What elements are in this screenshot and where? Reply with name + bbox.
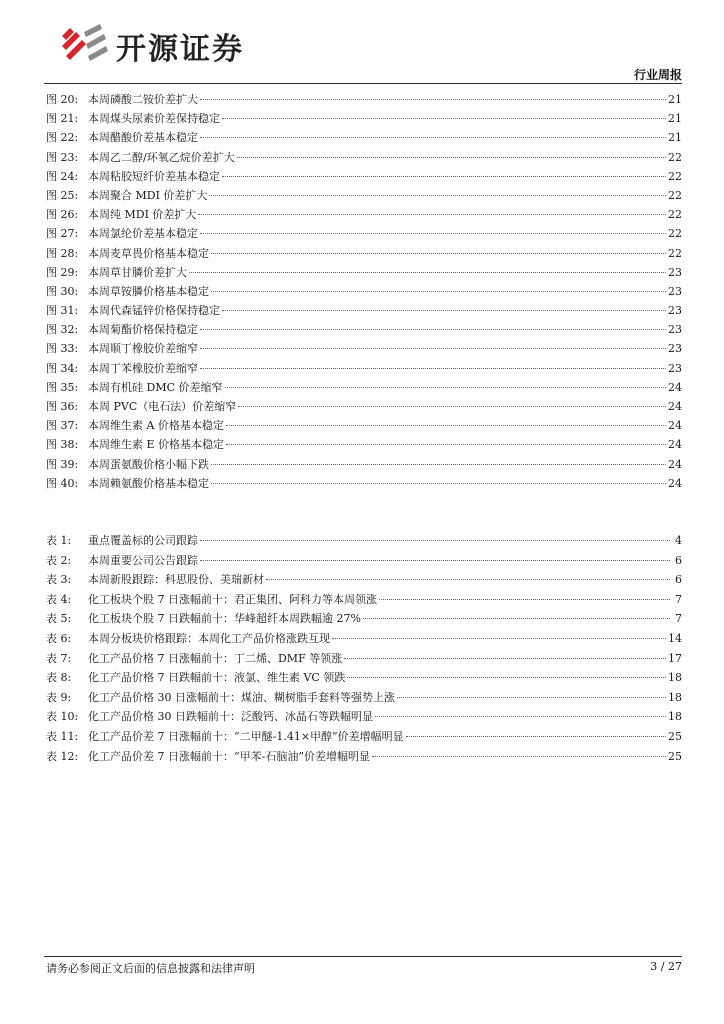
table-entry-page: 25 bbox=[668, 729, 682, 743]
dot-leader bbox=[237, 157, 666, 158]
table-entry-page: 4 bbox=[675, 534, 682, 547]
dot-leader bbox=[200, 348, 666, 349]
dot-leader bbox=[200, 560, 670, 561]
figure-entry[interactable] bbox=[46, 416, 682, 435]
table-entry[interactable] bbox=[46, 531, 682, 551]
table-entry-title: 本周分板块价格跟踪：本周化工产品价格涨跌互现 bbox=[88, 631, 330, 645]
figure-entry-number: 图 26: bbox=[46, 208, 79, 222]
table-entry-number: 表 9: bbox=[46, 690, 72, 704]
table-entry-page: 17 bbox=[668, 651, 682, 665]
dot-leader bbox=[397, 697, 666, 698]
brand-mark-icon bbox=[56, 22, 112, 62]
table-entry[interactable] bbox=[46, 649, 682, 669]
table-entry[interactable] bbox=[46, 570, 682, 590]
figure-entry-page: 22 bbox=[668, 227, 682, 241]
disclaimer-note: 请务必参阅正文后面的信息披露和法律声明 bbox=[46, 962, 255, 975]
figure-entry-page: 22 bbox=[668, 150, 682, 164]
figure-entry[interactable] bbox=[46, 282, 682, 301]
dot-leader bbox=[222, 176, 666, 177]
table-entry[interactable] bbox=[46, 747, 682, 767]
figure-entry-page: 21 bbox=[668, 112, 682, 126]
dot-leader bbox=[189, 272, 666, 273]
figure-entry-number: 图 32: bbox=[46, 323, 79, 337]
table-entry-number: 表 7: bbox=[46, 651, 72, 665]
figure-entry-page: 23 bbox=[668, 323, 682, 337]
figure-entry-title: 本周丁苯橡胶价差缩窄 bbox=[88, 361, 198, 375]
dot-leader bbox=[211, 483, 666, 484]
dot-leader bbox=[198, 214, 666, 215]
header-divider bbox=[44, 83, 682, 84]
figure-entry-page: 23 bbox=[668, 361, 682, 375]
figure-entry[interactable] bbox=[46, 263, 682, 282]
dot-leader bbox=[222, 118, 666, 119]
figure-entry-title: 本周蛋氨酸价格小幅下跌 bbox=[88, 457, 209, 471]
table-entry-number: 表 8: bbox=[46, 671, 72, 685]
table-entry[interactable] bbox=[46, 629, 682, 649]
figure-entry-number: 图 20: bbox=[46, 93, 79, 106]
dot-leader bbox=[200, 99, 666, 100]
figure-entry[interactable] bbox=[46, 301, 682, 320]
dot-leader bbox=[379, 599, 670, 600]
figure-entry-title: 本周代森锰锌价格保持稳定 bbox=[88, 304, 220, 318]
page-header bbox=[0, 0, 724, 90]
table-entry-page: 18 bbox=[668, 671, 682, 685]
figure-entry-title: 本周草甘膦价差扩大 bbox=[88, 265, 187, 279]
figure-entry-title: 本周有机硅 DMC 价差缩窄 bbox=[88, 380, 223, 394]
table-entry[interactable] bbox=[46, 590, 682, 610]
table-entry-page: 7 bbox=[675, 592, 682, 606]
table-entry-number: 表 10: bbox=[46, 710, 79, 724]
dot-leader bbox=[238, 406, 666, 407]
figure-entry-number: 图 30: bbox=[46, 284, 79, 298]
table-entry-title: 重点覆盖标的公司跟踪 bbox=[88, 534, 198, 547]
figure-entry-page: 23 bbox=[668, 284, 682, 298]
figure-entry-number: 图 28: bbox=[46, 246, 79, 260]
table-entry-number: 表 12: bbox=[46, 749, 79, 763]
figure-entry-number: 图 27: bbox=[46, 227, 79, 241]
table-entry-title: 化工板块个股 7 日涨幅前十：君正集团、阿科力等本周领涨 bbox=[88, 592, 377, 606]
table-entry-page: 6 bbox=[675, 573, 682, 587]
brand-name: 开源证券 bbox=[116, 32, 244, 67]
table-entry-title: 化工产品价格 7 日跌幅前十：液氯、维生素 VC 领跌 bbox=[88, 671, 346, 685]
figure-entry-title: 本周乙二醇/环氧乙烷价差扩大 bbox=[88, 150, 235, 164]
dot-leader bbox=[200, 137, 666, 138]
table-entry[interactable] bbox=[46, 727, 682, 747]
table-entry-title: 化工产品价格 30 日跌幅前十：泛酸钙、冰晶石等跌幅明显 bbox=[88, 710, 373, 724]
figure-entry-page: 24 bbox=[668, 476, 682, 490]
dot-leader bbox=[266, 579, 670, 580]
figure-entry-number: 图 36: bbox=[46, 400, 79, 413]
figure-entry-page: 23 bbox=[668, 342, 682, 356]
figure-entry-page: 21 bbox=[668, 131, 682, 145]
dot-leader bbox=[200, 368, 666, 369]
figure-entry[interactable] bbox=[46, 205, 682, 224]
figure-entry[interactable] bbox=[46, 109, 682, 128]
dot-leader bbox=[200, 540, 670, 541]
figure-entry-number: 图 33: bbox=[46, 342, 79, 356]
figure-entry[interactable] bbox=[46, 474, 682, 493]
table-entry[interactable] bbox=[46, 551, 682, 571]
table-entry-page: 18 bbox=[668, 690, 682, 704]
figure-entry-number: 图 37: bbox=[46, 419, 79, 433]
figure-entry[interactable] bbox=[46, 148, 682, 167]
table-list bbox=[46, 531, 682, 766]
report-type-label: 行业周报 bbox=[633, 68, 682, 82]
figure-entry-number: 图 39: bbox=[46, 457, 79, 471]
dot-leader bbox=[375, 716, 666, 717]
table-entry-title: 化工产品价差 7 日涨幅前十：“二甲醚-1.41×甲醇”价差增幅明显 bbox=[88, 729, 404, 743]
figure-entry[interactable] bbox=[46, 435, 682, 454]
dot-leader bbox=[200, 233, 666, 234]
dot-leader bbox=[347, 677, 666, 678]
page-number: 3 / 27 bbox=[650, 960, 682, 973]
figure-entry-title: 本周煤头尿素价差保持稳定 bbox=[88, 112, 220, 126]
table-entry[interactable] bbox=[46, 668, 682, 688]
figure-entry[interactable] bbox=[46, 397, 682, 416]
table-entry-title: 本周新股跟踪：科思股份、美瑞新材 bbox=[88, 573, 264, 587]
figure-entry-page: 22 bbox=[668, 208, 682, 222]
table-entry[interactable] bbox=[46, 609, 682, 629]
table-entry-number: 表 5: bbox=[46, 612, 72, 626]
figure-entry[interactable] bbox=[46, 224, 682, 243]
figure-entry-page: 24 bbox=[668, 400, 682, 413]
figure-entry-number: 图 29: bbox=[46, 265, 79, 279]
dot-leader bbox=[200, 329, 666, 330]
dot-leader bbox=[226, 425, 666, 426]
figure-entry-page: 24 bbox=[668, 457, 682, 471]
table-entry-number: 表 4: bbox=[46, 592, 72, 606]
table-entry-number: 表 1: bbox=[46, 534, 72, 547]
table-entry-page: 14 bbox=[668, 631, 682, 645]
dot-leader bbox=[363, 618, 670, 619]
figure-entry-title: 本周顺丁橡胶价差缩窄 bbox=[88, 342, 198, 356]
dot-leader bbox=[209, 195, 666, 196]
figure-entry-page: 21 bbox=[668, 93, 682, 106]
figure-entry-title: 本周磷酸二铵价差扩大 bbox=[88, 93, 198, 106]
dot-leader bbox=[406, 736, 666, 737]
figure-entry-title: 本周氯纶价差基本稳定 bbox=[88, 227, 198, 241]
table-entry-title: 化工产品价格 7 日涨幅前十：丁二烯、DMF 等领涨 bbox=[88, 651, 343, 665]
figure-entry[interactable] bbox=[46, 320, 682, 339]
figure-entry-title: 本周 PVC（电石法）价差缩窄 bbox=[88, 400, 237, 413]
table-entry-number: 表 11: bbox=[46, 729, 79, 743]
figure-entry-page: 24 bbox=[668, 419, 682, 433]
figure-entry-page: 24 bbox=[668, 380, 682, 394]
table-entry[interactable] bbox=[46, 688, 682, 708]
figure-entry-number: 图 34: bbox=[46, 361, 79, 375]
figure-list bbox=[46, 90, 682, 493]
figure-entry-page: 23 bbox=[668, 304, 682, 318]
figure-entry-title: 本周醋酸价差基本稳定 bbox=[88, 131, 198, 145]
figure-entry[interactable] bbox=[46, 128, 682, 147]
dot-leader bbox=[225, 387, 667, 388]
figure-entry-title: 本周聚合 MDI 价差扩大 bbox=[88, 188, 208, 202]
figure-entry-number: 图 21: bbox=[46, 112, 79, 126]
figure-entry-title: 本周麦草畏价格基本稳定 bbox=[88, 246, 209, 260]
table-entry-title: 化工板块个股 7 日跌幅前十：华峰超纤本周跌幅逾 27% bbox=[88, 612, 361, 626]
dot-leader bbox=[211, 464, 666, 465]
figure-entry-page: 22 bbox=[668, 169, 682, 183]
table-entry[interactable] bbox=[46, 707, 682, 727]
figure-entry-title: 本周维生素 A 价格基本稳定 bbox=[88, 419, 224, 433]
figure-entry-title: 本周赖氨酸价格基本稳定 bbox=[88, 476, 209, 490]
table-entry-title: 化工产品价差 7 日涨幅前十：“甲苯-石脑油”价差增幅明显 bbox=[88, 749, 370, 763]
figure-entry-page: 24 bbox=[668, 438, 682, 452]
dot-leader bbox=[211, 253, 666, 254]
figure-entry[interactable] bbox=[46, 359, 682, 378]
table-entry-number: 表 2: bbox=[46, 553, 72, 567]
figure-entry[interactable] bbox=[46, 339, 682, 358]
table-entry-title: 本周重要公司公告跟踪 bbox=[88, 553, 198, 567]
figure-entry-title: 本周维生素 E 价格基本稳定 bbox=[88, 438, 225, 452]
figure-entry[interactable] bbox=[46, 90, 682, 109]
table-entry-number: 表 3: bbox=[46, 573, 72, 587]
figure-entry[interactable] bbox=[46, 378, 682, 397]
figure-entry-number: 图 40: bbox=[46, 476, 79, 490]
figure-entry-title: 本周粘胶短纤价差基本稳定 bbox=[88, 169, 220, 183]
table-entry-number: 表 6: bbox=[46, 631, 72, 645]
figure-entry-page: 22 bbox=[668, 246, 682, 260]
figure-entry-number: 图 24: bbox=[46, 169, 79, 183]
dot-leader bbox=[222, 310, 666, 311]
figure-entry-number: 图 31: bbox=[46, 304, 79, 318]
figure-entry-title: 本周菊酯价格保持稳定 bbox=[88, 323, 198, 337]
figure-entry-number: 图 38: bbox=[46, 438, 79, 452]
figure-entry-page: 23 bbox=[668, 265, 682, 279]
dot-leader bbox=[372, 756, 666, 757]
footer-divider bbox=[44, 956, 682, 957]
dot-leader bbox=[344, 658, 666, 659]
figure-entry-page: 22 bbox=[668, 188, 682, 202]
table-entry-page: 18 bbox=[668, 710, 682, 724]
figure-entry-number: 图 22: bbox=[46, 131, 79, 145]
figure-entry[interactable] bbox=[46, 186, 682, 205]
dot-leader bbox=[226, 444, 666, 445]
figure-entry-number: 图 23: bbox=[46, 150, 79, 164]
table-entry-page: 25 bbox=[668, 749, 682, 763]
table-entry-title: 化工产品价格 30 日涨幅前十：煤油、糊树脂手套料等强势上涨 bbox=[88, 690, 395, 704]
figure-entry-title: 本周草铵膦价格基本稳定 bbox=[88, 284, 209, 298]
brand-logo bbox=[56, 22, 276, 67]
dot-leader bbox=[332, 638, 666, 639]
figure-entry-title: 本周纯 MDI 价差扩大 bbox=[88, 208, 197, 222]
dot-leader bbox=[211, 291, 666, 292]
figure-entry[interactable] bbox=[46, 167, 682, 186]
figure-entry[interactable] bbox=[46, 455, 682, 474]
table-entry-page: 7 bbox=[675, 612, 682, 626]
figure-entry-number: 图 35: bbox=[46, 380, 79, 394]
figure-entry[interactable] bbox=[46, 244, 682, 263]
figure-entry-number: 图 25: bbox=[46, 188, 79, 202]
table-entry-page: 6 bbox=[675, 553, 682, 567]
